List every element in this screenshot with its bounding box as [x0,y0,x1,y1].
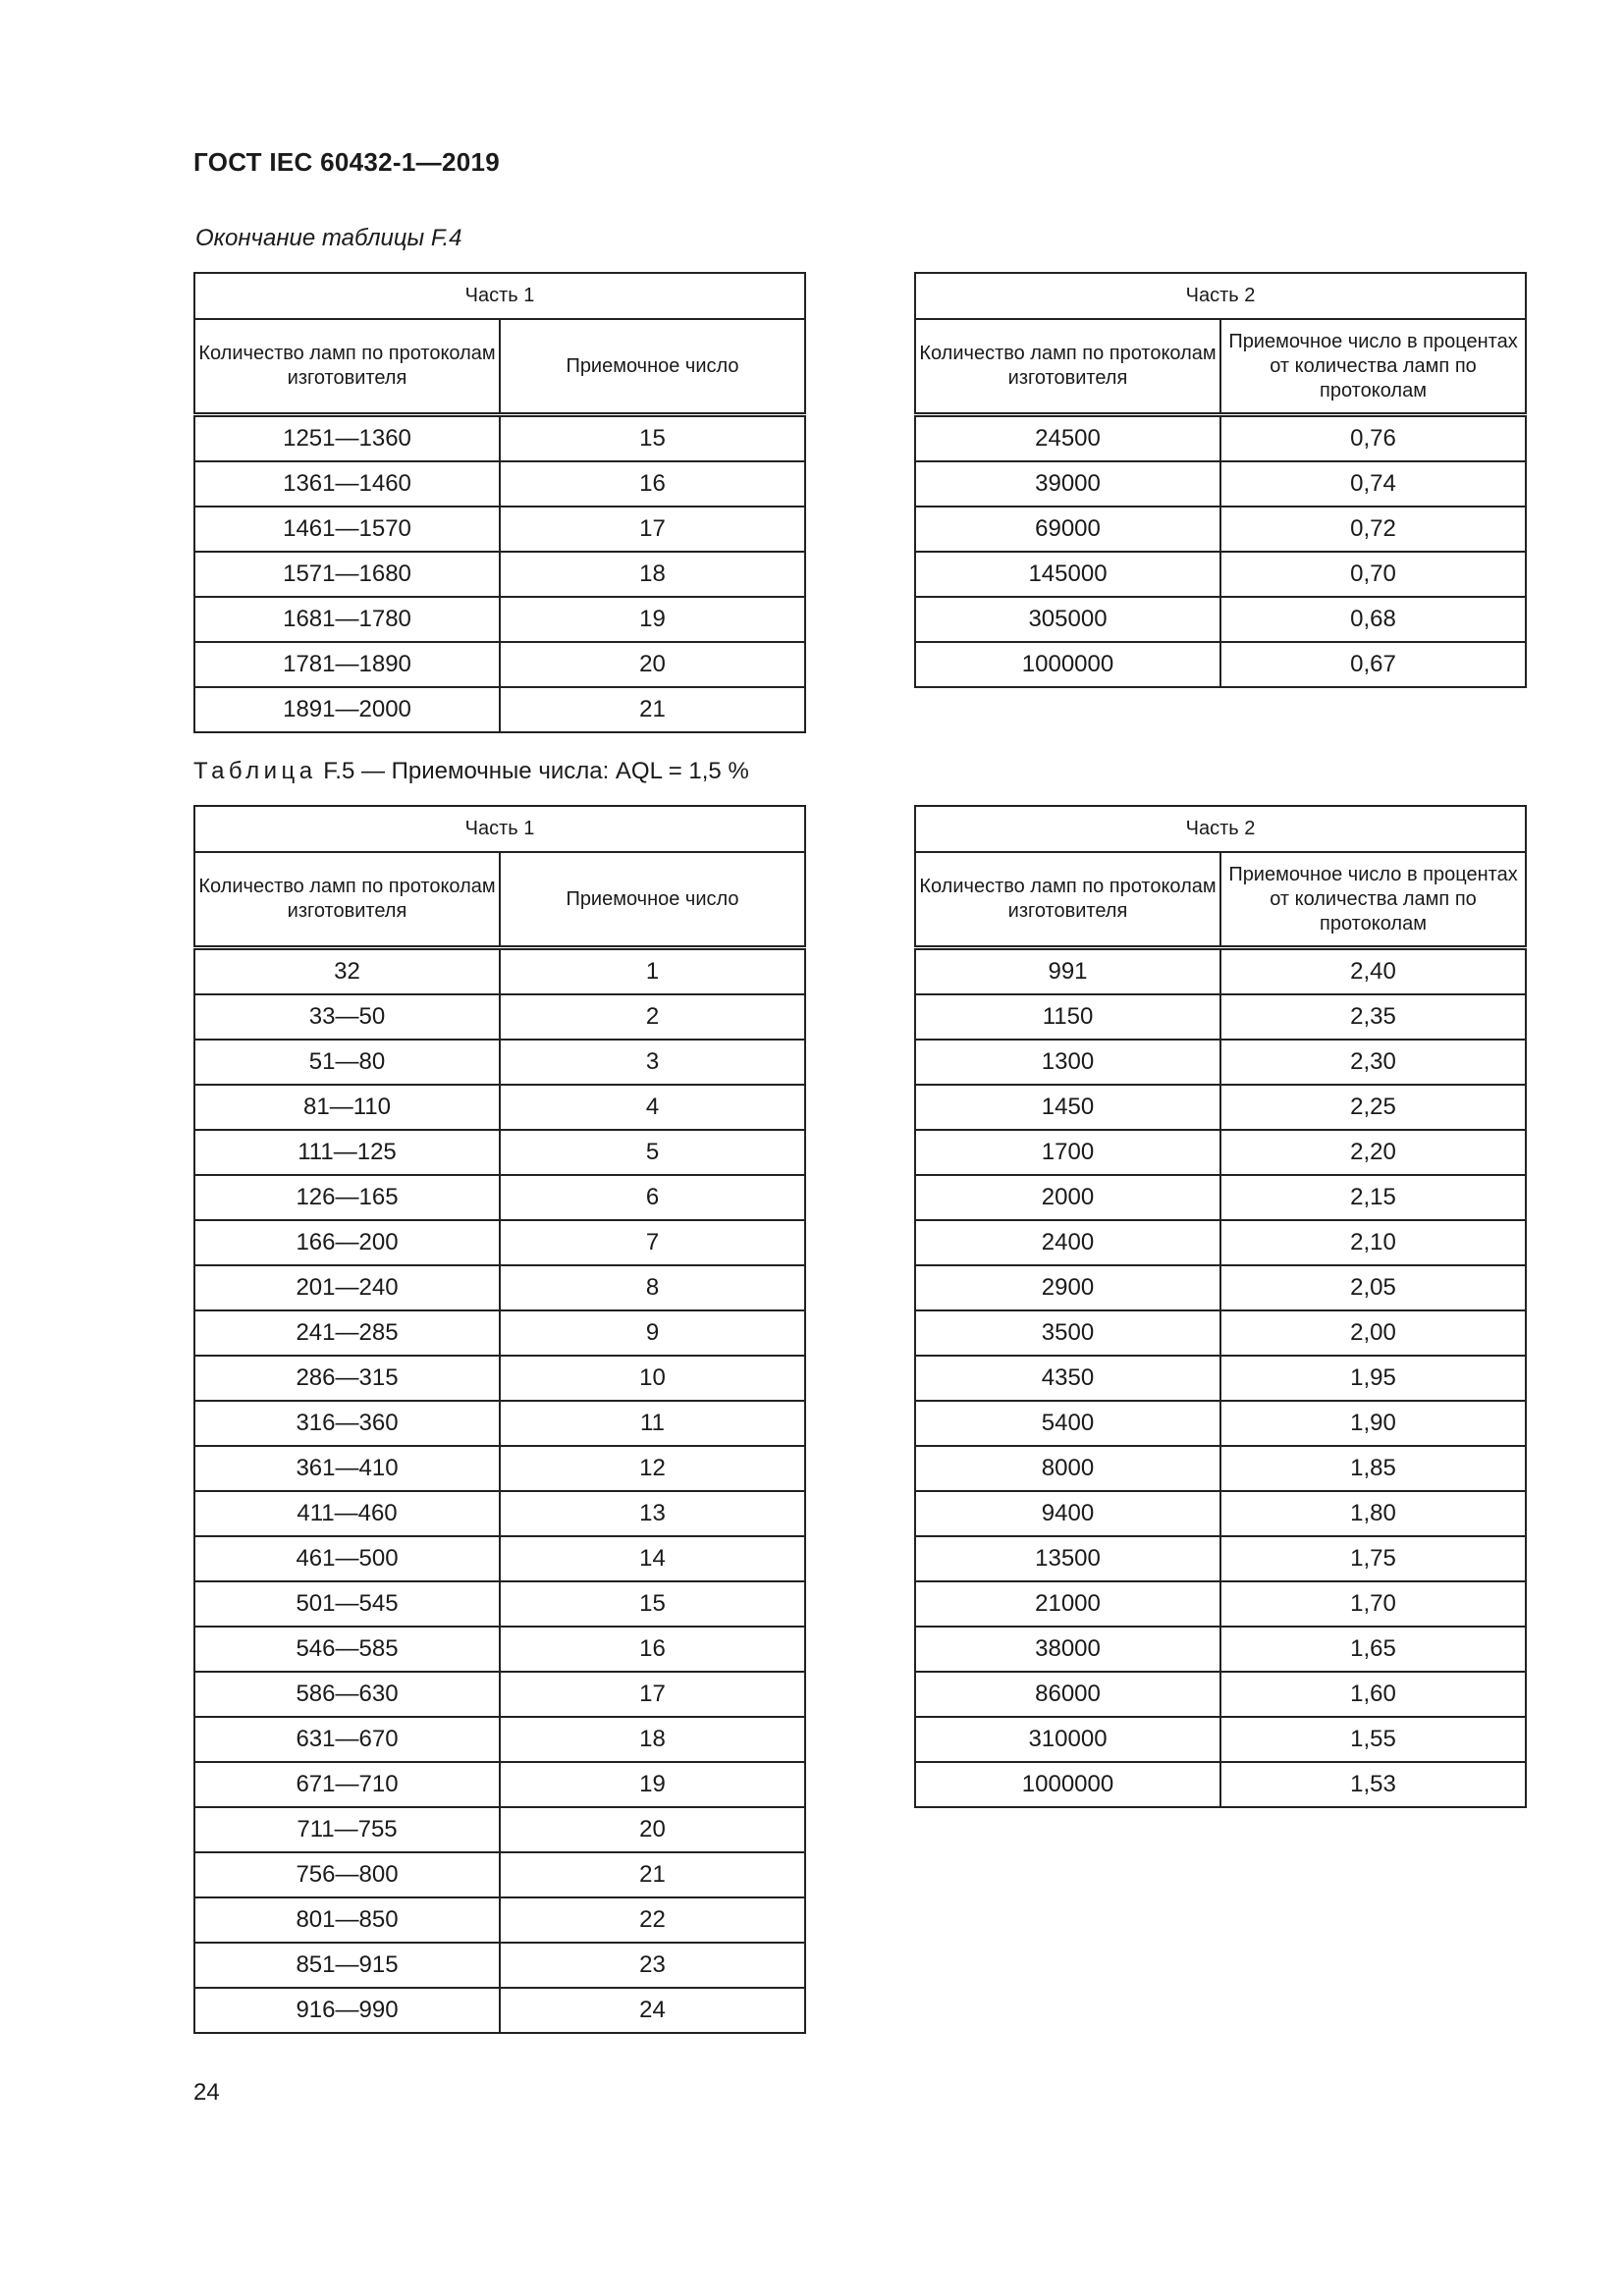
lamp-count-cell: 546—585 [194,1627,500,1672]
table-row [194,1581,805,1627]
acceptance-number-cell: 18 [500,552,805,597]
table-row [915,1627,1526,1672]
acceptance-number-cell: 21 [500,1852,805,1897]
acceptance-number-cell: 24 [500,1988,805,2033]
table-row [915,1175,1526,1220]
acceptance-number-cell: 3 [500,1040,805,1085]
lamp-count-cell: 126—165 [194,1175,500,1220]
lamp-count-cell: 916—990 [194,1988,500,2033]
acceptance-number-cell: 12 [500,1446,805,1491]
lamp-count-cell: 1251—1360 [194,415,500,462]
table-row [915,1446,1526,1491]
lamp-count-cell: 2400 [915,1220,1220,1265]
table-row [915,948,1526,995]
acceptance-number-cell: 1,90 [1220,1401,1526,1446]
acceptance-number-cell: 2,30 [1220,1040,1526,1085]
lamp-count-cell: 1681—1780 [194,597,500,642]
column-header: Количество ламп по протоколам изготовителя [194,319,500,415]
table-row [915,1401,1526,1446]
acceptance-number-cell: 16 [500,1627,805,1672]
table-row [194,507,805,552]
table-row [915,1581,1526,1627]
lamp-count-cell: 305000 [915,597,1220,642]
table-row [194,461,805,507]
acceptance-number-cell: 0,68 [1220,597,1526,642]
acceptance-number-cell: 2,20 [1220,1130,1526,1175]
lamp-count-cell: 111—125 [194,1130,500,1175]
acceptance-number-cell: 22 [500,1897,805,1943]
acceptance-number-cell: 16 [500,461,805,507]
table-continuation-caption: Окончание таблицы F.4 [195,225,462,251]
acceptance-number-cell: 2,40 [1220,948,1526,995]
acceptance-number-cell: 2,05 [1220,1265,1526,1310]
table-row [915,461,1526,507]
table-row [194,1672,805,1717]
lamp-count-cell: 1571—1680 [194,552,500,597]
table-row [194,1220,805,1265]
acceptance-number-cell: 5 [500,1130,805,1175]
column-header: Количество ламп по протоколам изготовителя [915,852,1220,948]
acceptance-number-cell: 0,67 [1220,642,1526,687]
table-row [194,597,805,642]
lamp-count-cell: 1450 [915,1085,1220,1130]
table-row [915,1762,1526,1807]
part-title: Часть 2 [915,273,1526,319]
acceptance-number-cell: 1,80 [1220,1491,1526,1536]
acceptance-number-cell: 1,65 [1220,1627,1526,1672]
lamp-count-cell: 69000 [915,507,1220,552]
page-number: 24 [193,2079,220,2106]
lamp-count-cell: 201—240 [194,1265,500,1310]
acceptance-number-cell: 23 [500,1943,805,1988]
acceptance-number-cell: 1,75 [1220,1536,1526,1581]
table-row [915,1040,1526,1085]
acceptance-number-cell: 7 [500,1220,805,1265]
lamp-count-cell: 38000 [915,1627,1220,1672]
acceptance-number-cell: 15 [500,415,805,462]
lamp-count-cell: 1300 [915,1040,1220,1085]
lamp-count-cell: 1700 [915,1130,1220,1175]
acceptance-number-cell: 11 [500,1401,805,1446]
column-header: Приемочное число в процентах от количества ламп по протоколам [1220,319,1526,415]
lamp-count-cell: 1461—1570 [194,507,500,552]
table-row [915,1265,1526,1310]
column-header: Приемочное число [500,852,805,948]
table-row [915,1672,1526,1717]
table-row [194,1401,805,1446]
lamp-count-cell: 2000 [915,1175,1220,1220]
lamp-count-cell: 461—500 [194,1536,500,1581]
lamp-count-cell: 241—285 [194,1310,500,1356]
part-title: Часть 2 [915,806,1526,852]
lamp-count-cell: 2900 [915,1265,1220,1310]
table-row [915,1130,1526,1175]
acceptance-number-cell: 1,60 [1220,1672,1526,1717]
acceptance-number-cell: 8 [500,1265,805,1310]
acceptance-number-cell: 2,35 [1220,994,1526,1040]
table-row [915,1491,1526,1536]
table-row [194,1807,805,1852]
lamp-count-cell: 5400 [915,1401,1220,1446]
acceptance-number-cell: 1,53 [1220,1762,1526,1807]
table-row [194,552,805,597]
table-row [194,1040,805,1085]
table-row [194,1130,805,1175]
table-title: F.5 — Приемочные числа: AQL = 1,5 % [316,758,749,784]
acceptance-number-cell: 2,25 [1220,1085,1526,1130]
lamp-count-cell: 711—755 [194,1807,500,1852]
lamp-count-cell: 81—110 [194,1085,500,1130]
table-row [915,994,1526,1040]
table-f5-part1 [193,805,806,2034]
lamp-count-cell: 21000 [915,1581,1220,1627]
acceptance-number-cell: 0,76 [1220,415,1526,462]
table-row [194,1852,805,1897]
lamp-count-cell: 32 [194,948,500,995]
lamp-count-cell: 361—410 [194,1446,500,1491]
acceptance-number-cell: 1,55 [1220,1717,1526,1762]
lamp-count-cell: 631—670 [194,1717,500,1762]
part-title: Часть 1 [194,806,805,852]
acceptance-number-cell: 19 [500,1762,805,1807]
acceptance-number-cell: 14 [500,1536,805,1581]
lamp-count-cell: 286—315 [194,1356,500,1401]
table-row [194,1310,805,1356]
acceptance-number-cell: 10 [500,1356,805,1401]
acceptance-number-cell: 1,70 [1220,1581,1526,1627]
table-row [194,1762,805,1807]
table-row [194,1627,805,1672]
lamp-count-cell: 4350 [915,1356,1220,1401]
lamp-count-cell: 1150 [915,994,1220,1040]
acceptance-number-cell: 18 [500,1717,805,1762]
table-f4-part2 [914,272,1527,688]
acceptance-number-cell: 13 [500,1491,805,1536]
column-header: Приемочное число [500,319,805,415]
acceptance-number-cell: 17 [500,507,805,552]
acceptance-number-cell: 9 [500,1310,805,1356]
lamp-count-cell: 166—200 [194,1220,500,1265]
table-row [915,1085,1526,1130]
acceptance-number-cell: 1 [500,948,805,995]
table-row [915,1310,1526,1356]
table-row [194,1897,805,1943]
table-row [194,642,805,687]
column-header: Количество ламп по протоколам изготовителя [915,319,1220,415]
table-row [915,1717,1526,1762]
lamp-count-cell: 801—850 [194,1897,500,1943]
table-row [915,552,1526,597]
table-row [194,1446,805,1491]
lamp-count-cell: 13500 [915,1536,1220,1581]
table-f4-part1 [193,272,806,733]
lamp-count-cell: 9400 [915,1491,1220,1536]
column-header: Количество ламп по протоколам изготовителя [194,852,500,948]
table-f5-caption [193,758,749,785]
acceptance-number-cell: 6 [500,1175,805,1220]
lamp-count-cell: 671—710 [194,1762,500,1807]
acceptance-number-cell: 0,74 [1220,461,1526,507]
table-row [194,1491,805,1536]
table-row [194,687,805,732]
lamp-count-cell: 51—80 [194,1040,500,1085]
table-label: Таблица [193,758,317,784]
table-row [194,948,805,995]
lamp-count-cell: 1781—1890 [194,642,500,687]
table-row [915,1220,1526,1265]
table-row [194,1536,805,1581]
acceptance-number-cell: 2 [500,994,805,1040]
lamp-count-cell: 1000000 [915,1762,1220,1807]
acceptance-number-cell: 17 [500,1672,805,1717]
acceptance-number-cell: 0,70 [1220,552,1526,597]
table-row [915,507,1526,552]
table-row [194,1717,805,1762]
lamp-count-cell: 1000000 [915,642,1220,687]
table-row [194,1175,805,1220]
acceptance-number-cell: 1,95 [1220,1356,1526,1401]
lamp-count-cell: 145000 [915,552,1220,597]
acceptance-number-cell: 2,00 [1220,1310,1526,1356]
lamp-count-cell: 501—545 [194,1581,500,1627]
acceptance-number-cell: 20 [500,642,805,687]
table-row [194,994,805,1040]
table-row [194,1265,805,1310]
acceptance-number-cell: 2,15 [1220,1175,1526,1220]
table-row [915,1356,1526,1401]
table-row [915,1536,1526,1581]
lamp-count-cell: 586—630 [194,1672,500,1717]
lamp-count-cell: 991 [915,948,1220,995]
acceptance-number-cell: 19 [500,597,805,642]
lamp-count-cell: 86000 [915,1672,1220,1717]
lamp-count-cell: 8000 [915,1446,1220,1491]
lamp-count-cell: 316—360 [194,1401,500,1446]
lamp-count-cell: 39000 [915,461,1220,507]
lamp-count-cell: 756—800 [194,1852,500,1897]
lamp-count-cell: 1891—2000 [194,687,500,732]
table-row [194,1085,805,1130]
acceptance-number-cell: 15 [500,1581,805,1627]
table-row [915,597,1526,642]
acceptance-number-cell: 0,72 [1220,507,1526,552]
lamp-count-cell: 24500 [915,415,1220,462]
lamp-count-cell: 411—460 [194,1491,500,1536]
lamp-count-cell: 1361—1460 [194,461,500,507]
table-row [194,1988,805,2033]
acceptance-number-cell: 1,85 [1220,1446,1526,1491]
part-title: Часть 1 [194,273,805,319]
table-f5-part2 [914,805,1527,1808]
column-header: Приемочное число в процентах от количества ламп по протоколам [1220,852,1526,948]
lamp-count-cell: 33—50 [194,994,500,1040]
acceptance-number-cell: 21 [500,687,805,732]
acceptance-number-cell: 4 [500,1085,805,1130]
table-row [194,415,805,462]
document-title: ГОСТ IEC 60432-1—2019 [193,147,500,177]
table-row [915,642,1526,687]
table-row [915,415,1526,462]
table-row [194,1943,805,1988]
acceptance-number-cell: 20 [500,1807,805,1852]
lamp-count-cell: 851—915 [194,1943,500,1988]
lamp-count-cell: 310000 [915,1717,1220,1762]
table-row [194,1356,805,1401]
lamp-count-cell: 3500 [915,1310,1220,1356]
acceptance-number-cell: 2,10 [1220,1220,1526,1265]
